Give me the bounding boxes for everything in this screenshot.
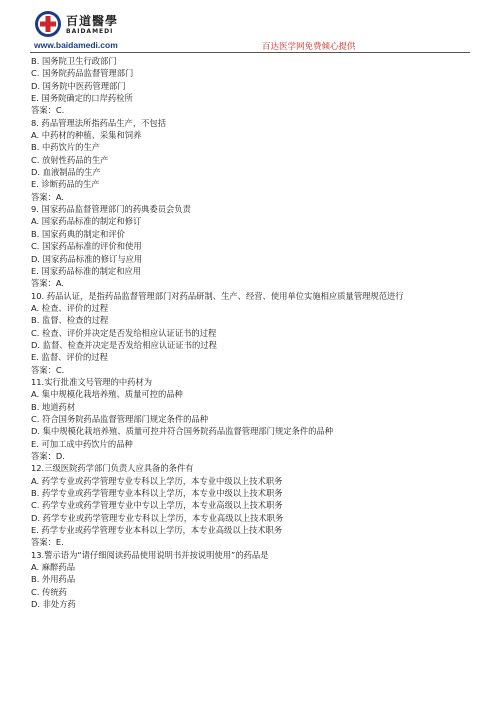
brand-name: 百道醫學 [66,14,119,28]
header-divider [30,52,470,53]
answer-line: 答案：C. [31,364,65,375]
option-line: E. 诊断药品的生产 [31,179,100,190]
option-line: E. 国家药品标准的制定和应用 [31,265,142,276]
question-line: 11.实行批准文号管理的中药材为 [31,376,153,387]
option-line: C. 放射性药品的生产 [31,154,109,165]
option-line: B. 中药饮片的生产 [31,142,101,153]
option-line: D. 血液制品的生产 [31,167,101,178]
option-line: D. 非处方药 [31,599,76,610]
option-line: A. 麻醉药品 [31,562,75,573]
question-line: 8. 药品管理法所指药品生产，不包括 [31,117,167,128]
option-line: D. 集中规模化栽培养殖、质量可控并符合国务院药品监督管理部门规定条件的品种 [31,426,334,437]
question-line: 12.三级医院药学部门负责人应具备的条件有 [31,463,194,474]
option-line: E. 药学专业或药学管理专业本科以上学历，本专业高级以上技术职务 [31,525,283,536]
option-line: E. 国务院确定的口岸药检所 [31,93,133,104]
option-line: A. 中药材的种植、采集和饲养 [31,130,142,141]
logo-icon [34,10,62,38]
option-line: C. 符合国务院药品监督管理部门规定条件的品种 [31,413,209,424]
page-header [0,0,500,58]
option-line: B. 药学专业或药学管理专业本科以上学历，本专业中级以上技术职务 [31,488,283,499]
option-line: E. 可加工成中药饮片的品种 [31,438,133,449]
site-url-link[interactable]: www.baidamedi.com [34,40,118,50]
document-body [31,55,471,610]
option-line: C. 药学专业或药学管理专业中专以上学历，本专业高级以上技术职务 [31,500,283,511]
option-line: C. 检查、评价并决定是否发给相应认证证书的过程 [31,327,217,338]
option-line: B. 国家药典的制定和评价 [31,228,125,239]
brand-name-en: BAIDAMEDI [66,28,114,35]
option-line: B. 地道药材 [31,401,76,412]
option-line: C. 传统药 [31,586,67,597]
option-line: B. 国务院卫生行政部门 [31,56,117,66]
option-line: A. 检查、评价的过程 [31,302,109,313]
option-line: B. 外用药品 [31,574,76,585]
question-line: 10. 药品认证，是指药品监督管理部门对药品研制、生产、经营、使用单位实施相应质量管理规范进行 [31,290,404,301]
option-line: C. 国务院药品监督管理部门 [31,68,134,79]
option-line: B. 监督、检查的过程 [31,315,109,326]
option-line: A. 集中规模化栽培养殖、质量可控的品种 [31,389,183,400]
option-line: D. 国务院中医药管理部门 [31,80,126,91]
header-slogan: 百达医学网免费倾心提供 [262,42,356,52]
answer-line: 答案：A. [31,191,65,202]
question-line: 13.警示语为“请仔细阅读药品使用说明书并按说明使用”的药品是 [31,549,269,560]
answer-line: 答案：E. [31,537,64,548]
answer-line: 答案：A. [31,278,65,289]
option-line: C. 国家药品标准的评价和使用 [31,241,142,252]
answer-line: 答案：D. [31,451,65,461]
option-line: D. 国家药品标准的修订与应用 [31,253,143,264]
answer-line: 答案：C. [31,105,65,116]
option-line: D. 药学专业或药学管理专业专科以上学历，本专业高级以上技术职务 [31,512,284,523]
option-line: A. 国家药品标准的制定和修订 [31,216,142,227]
option-line: E. 监督、评价的过程 [31,352,108,363]
option-line: D. 监督、检查并决定是否发给相应认证证书的过程 [31,339,217,350]
option-line: A. 药学专业或药学管理专业专科以上学历，本专业中级以上技术职务 [31,475,283,486]
question-line: 9. 国家药品监督管理部门的药典委员会负责 [31,204,191,215]
